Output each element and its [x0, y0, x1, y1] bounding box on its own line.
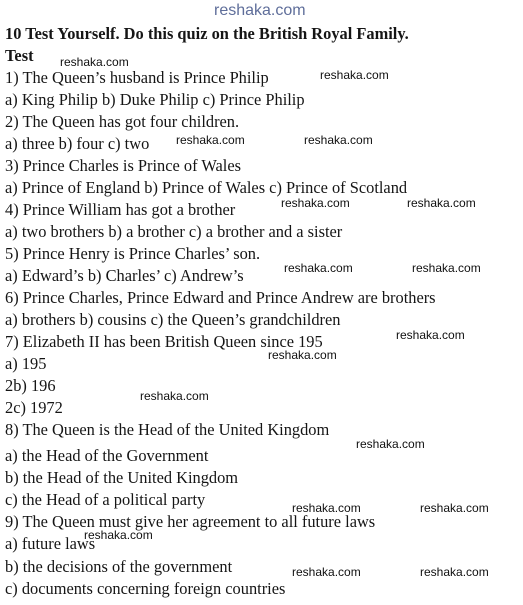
answer-9a: a) future laws [5, 534, 96, 553]
answer-8a: a) the Head of the Government [5, 446, 209, 465]
watermark: reshaka.com [281, 196, 350, 210]
watermark: reshaka.com [292, 565, 361, 579]
watermark: reshaka.com [140, 389, 209, 403]
watermark: reshaka.com [412, 261, 481, 275]
watermark: reshaka.com [320, 68, 389, 82]
answers-3: a) Prince of England b) Prince of Wales c) Prince of Scotland [5, 178, 408, 197]
answer-9c: c) documents concerning foreign countries [5, 579, 286, 598]
watermark: reshaka.com [60, 55, 129, 69]
answer-8c: c) the Head of a political party [5, 490, 206, 509]
watermark: reshaka.com [284, 261, 353, 275]
question-8: 8) The Queen is the Head of the United Kingdom [5, 420, 330, 439]
watermark: reshaka.com [268, 348, 337, 362]
page-subheading: Test [5, 46, 34, 65]
answers-4: a) two brothers b) a brother c) a brother and a sister [5, 222, 343, 241]
watermark: reshaka.com [407, 196, 476, 210]
question-6: 6) Prince Charles, Prince Edward and Prince Andrew are brothers [5, 288, 436, 307]
answers-2: a) three b) four c) two [5, 134, 150, 153]
watermark: reshaka.com [356, 437, 425, 451]
watermark: reshaka.com [176, 133, 245, 147]
watermark: reshaka.com [420, 565, 489, 579]
answers-5: a) Edward’s b) Charles’ c) Andrew’s [5, 266, 244, 285]
question-7: 7) Elizabeth II has been British Queen since 195 [5, 332, 323, 351]
page-heading: 10 Test Yourself. Do this quiz on the British Royal Family. [5, 24, 409, 43]
answer-7c: 2c) 1972 [5, 398, 63, 417]
question-3: 3) Prince Charles is Prince of Wales [5, 156, 241, 175]
question-9: 9) The Queen must give her agreement to all future laws [5, 512, 376, 531]
answer-9b: b) the decisions of the government [5, 557, 233, 576]
watermark: reshaka.com [304, 133, 373, 147]
watermark-top: reshaka.com [214, 2, 306, 19]
answers-6: a) brothers b) cousins c) the Queen’s grandchildren [5, 310, 341, 329]
question-1: 1) The Queen’s husband is Prince Philip [5, 68, 269, 87]
question-4: 4) Prince William has got a brother [5, 200, 236, 219]
watermark: reshaka.com [84, 528, 153, 542]
watermark: reshaka.com [420, 501, 489, 515]
answer-7b: 2b) 196 [5, 376, 56, 395]
watermark: reshaka.com [396, 328, 465, 342]
question-2: 2) The Queen has got four children. [5, 112, 240, 131]
watermark: reshaka.com [292, 501, 361, 515]
answers-1: a) King Philip b) Duke Philip c) Prince Philip [5, 90, 305, 109]
answer-7a: a) 195 [5, 354, 47, 373]
question-5: 5) Prince Henry is Prince Charles’ son. [5, 244, 261, 263]
answer-8b: b) the Head of the United Kingdom [5, 468, 239, 487]
